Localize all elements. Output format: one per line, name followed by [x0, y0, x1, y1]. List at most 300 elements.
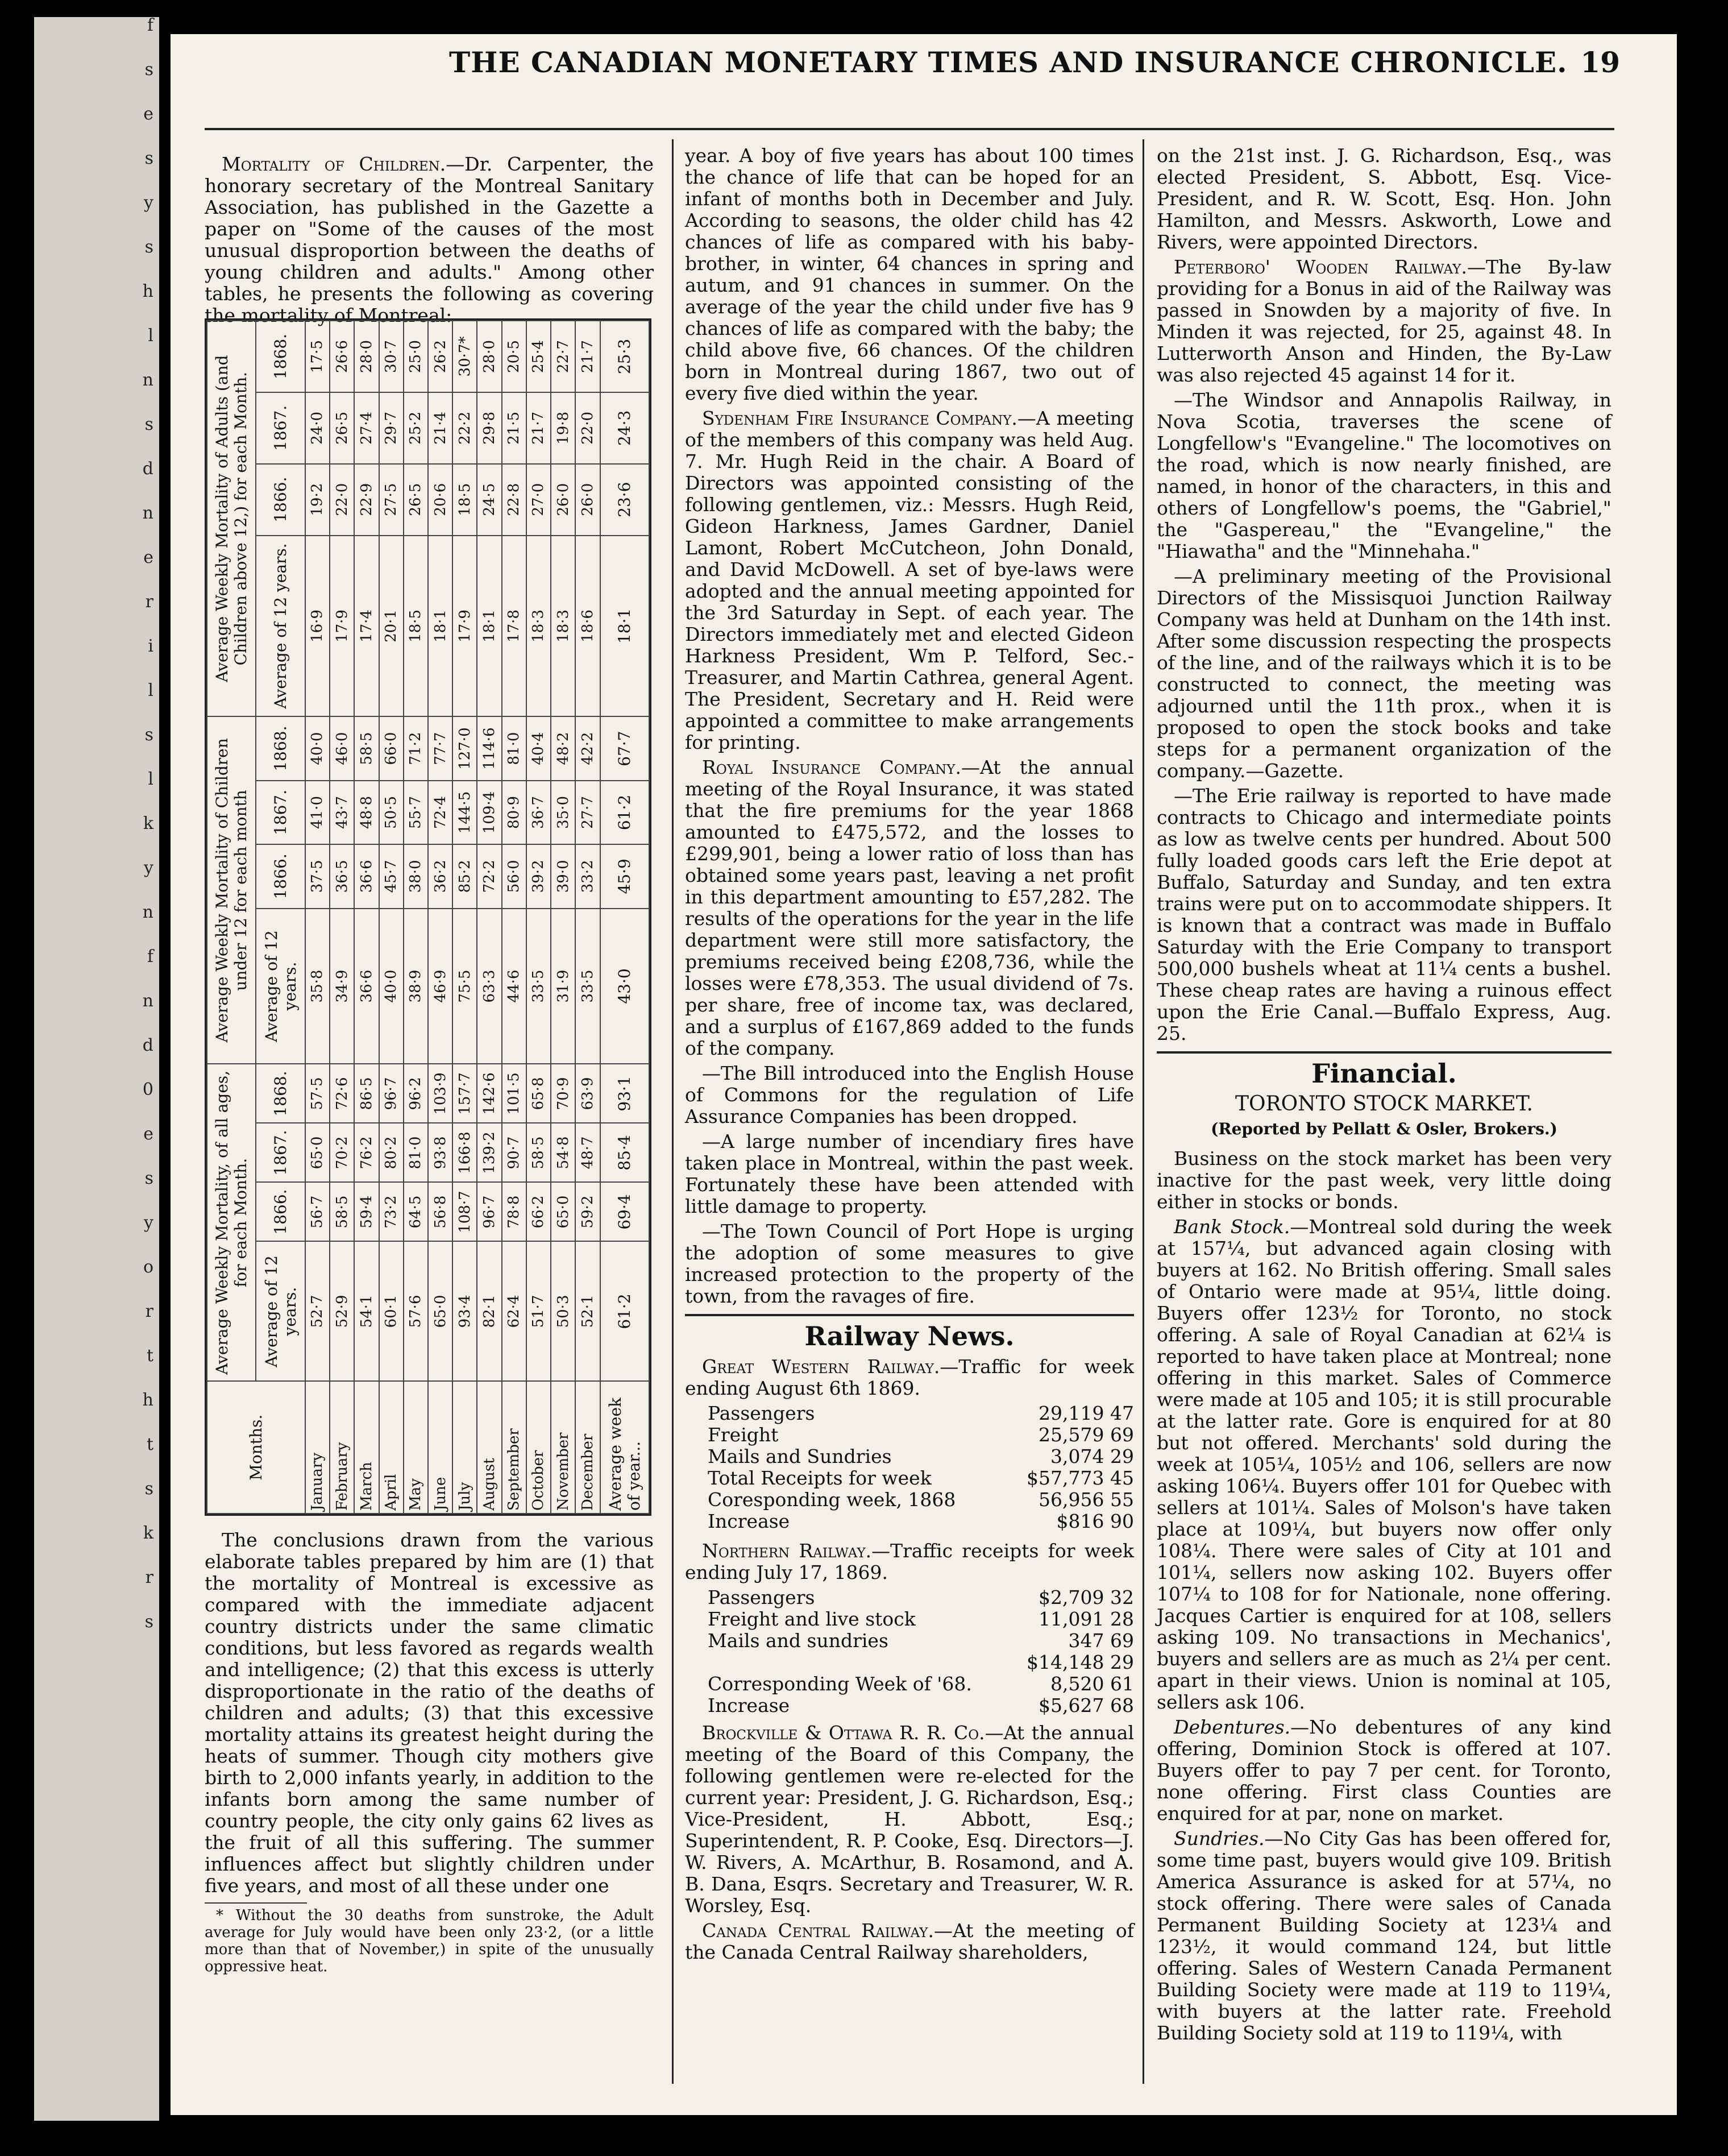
table-cell: 26·5	[330, 392, 354, 464]
table-cell: 20·1	[379, 536, 404, 717]
margin-fragment: 0	[142, 1080, 153, 1100]
traffic-label: Total Receipts for week	[708, 1467, 932, 1489]
column-rule-1	[672, 139, 674, 2084]
table-cell: 52·1	[575, 1242, 600, 1382]
table-cell: 17·9	[330, 536, 354, 717]
table-cell: 26·6	[330, 321, 354, 392]
margin-fragment: f	[147, 947, 153, 967]
table-cell: 27·4	[354, 392, 379, 464]
month-label: June	[428, 1381, 452, 1514]
margin-fragment: s	[144, 414, 153, 434]
margin-fragment: h	[142, 281, 153, 301]
table-cell: 65·0	[428, 1242, 452, 1382]
year-header: 1867.	[256, 781, 305, 844]
sydenham-item	[685, 408, 1134, 753]
table-cell: 24·0	[305, 392, 330, 464]
table-cell: 36·5	[330, 844, 354, 908]
avg-header: Average of 12 years.	[256, 1242, 305, 1382]
table-cell: 72·2	[477, 844, 501, 908]
table-cell: 38·9	[404, 909, 428, 1064]
sydenham-text: —A meeting of the members of this company was held Aug. 7. Mr. Hugh Reid in the chair. A Board of Directors was appointed consisting of the following gentlemen, viz.: Messrs. Hugh Reid, Gideon Harkness, James Gardner, Daniel Lamont, Robert McCutcheon, John Donald, and David McDowell. A set of bye-laws were adopted and the annual meeting appointed for the 3rd Saturday in Sept. of each year. The Directors immediately met and elected Gideon Harkness President, Wm P. Telford, Sec.-Treasurer, and Martin Cathrea, general Agent. The President, Secretary and H. Reid were appointed a committee to make arrangements for printing.	[685, 407, 1134, 753]
year-header: 1866.	[256, 464, 305, 536]
sundries-item	[1157, 1828, 1611, 2044]
peterboro-heading: Peterboro' Wooden Railway.	[1174, 256, 1467, 278]
table-cell: 39·2	[526, 844, 551, 908]
table-cell: 19·8	[551, 392, 575, 464]
sydenham-heading: Sydenham Fire Insurance Company.	[702, 407, 1017, 429]
avg-header: Average of 12 years.	[256, 536, 305, 717]
table-cell: 50·3	[551, 1242, 575, 1382]
table-cell: 24·5	[477, 464, 501, 536]
table-cell: 18·3	[526, 536, 551, 717]
traffic-row	[685, 1403, 1134, 1424]
table-row	[354, 321, 379, 1514]
table-cell: 56·0	[502, 844, 526, 908]
table-cell: 30·7	[379, 321, 404, 392]
table-cell: 58·5	[330, 1182, 354, 1241]
cc-continuation: on the 21st inst. J. G. Richardson, Esq., was elected President, S. Abbott, Esq. Vice-President, and R. W. Scott, Esq. Hon. John Hamilton, and Messrs. Askworth, Lowe and Rivers, were appointed Directors.	[1157, 144, 1611, 253]
mortality-table	[205, 318, 651, 1516]
traffic-label: Mails and Sundries	[708, 1445, 892, 1467]
table-cell: 78·8	[502, 1182, 526, 1241]
margin-fragment: r	[145, 1301, 153, 1321]
table-cell: 93·4	[452, 1242, 477, 1382]
traffic-label: Passengers	[708, 1402, 815, 1424]
table-cell: 63·9	[575, 1064, 600, 1123]
margin-fragment: d	[142, 459, 153, 479]
nr-item	[685, 1540, 1134, 1583]
table-cell: 22·0	[575, 392, 600, 464]
left-margin-strip	[34, 17, 159, 2121]
traffic-row	[685, 1673, 1134, 1695]
table-cell: 16·9	[305, 536, 330, 717]
margin-fragment: s	[144, 148, 153, 168]
table-cell: 25·0	[404, 321, 428, 392]
table-cell: 29·7	[379, 392, 404, 464]
table-cell: 109·4	[477, 781, 501, 844]
table-cell: 157·7	[452, 1064, 477, 1123]
table-cell: 36·6	[354, 844, 379, 908]
group-header: Average Weekly Mortality of Adults (and Children above 12,) for each Month.	[207, 321, 256, 716]
royal-item	[685, 757, 1134, 1059]
traffic-amount: 25,579 69	[1039, 1424, 1134, 1446]
bank-stock-text: —Montreal sold during the week at 157¼, but advanced again closing with buyers at 162. No British offering. Small sales of Ontario were made at 95¼, little doing. Buyers offer 123½ for Toronto, no stock offering. A sale of Royal Canadian at 62¼ is reported to have taken place at Montreal; none offering in this market. Sales of Commerce were made at 105 and 105; it is still procurable at the latter rate. Gore is enquired for at 80 but not offered. Merchants' sold during the week at 105¼, 105½ and 106, sellers are now asking 106¼. Buyers offer 101 for Quebec with sellers at 101¼. Sales of Molson's have taken place at 109¼, but buyers now offer only 108¼. There were sales of City at 101 and 101¼, sellers now asking 102. Buyers offer 107¼ to 108 for for Nationale, none offering. Jacques Cartier is enquired for at 108, sellers asking 109. No transactions in Mechanics', buyers and sellers are as much as 2¼ per cent. apart in their views. Union is nominal at 105, sellers ask 106.	[1157, 1216, 1612, 1713]
financial-title: Financial.	[1311, 1058, 1457, 1089]
table-cell: 18·3	[551, 536, 575, 717]
table-cell: 80·2	[379, 1123, 404, 1182]
debentures-heading: Debentures.	[1174, 1716, 1291, 1738]
table-cell: 67·7	[600, 716, 650, 780]
traffic-row	[685, 1652, 1134, 1673]
margin-fragment: l	[148, 681, 153, 700]
traffic-label	[685, 1652, 708, 1673]
table-cell: 21·7	[526, 392, 551, 464]
column-rule-2	[1143, 139, 1144, 2084]
table-cell: 46·0	[330, 716, 354, 780]
table-cell: 93·1	[600, 1064, 650, 1123]
table-cell: 25·3	[600, 321, 650, 392]
margin-fragment: l	[148, 326, 153, 346]
table-cell: 28·0	[354, 321, 379, 392]
table-cell: 93·8	[428, 1123, 452, 1182]
month-label: July	[452, 1381, 477, 1514]
table-cell: 96·7	[477, 1182, 501, 1241]
margin-fragment: r	[145, 1568, 153, 1587]
table-cell: 17·9	[452, 536, 477, 717]
table-cell: 90·7	[502, 1123, 526, 1182]
table-cell: 35·0	[551, 781, 575, 844]
table-cell: 26·0	[575, 464, 600, 536]
margin-fragment: s	[144, 1168, 153, 1188]
column-1-bottom	[205, 1529, 654, 1979]
table-cell: 72·6	[330, 1064, 354, 1123]
table-cell: 114·6	[477, 716, 501, 780]
traffic-label: Corresponding Week of '68.	[708, 1673, 972, 1695]
margin-fragment: e	[143, 104, 153, 124]
traffic-label: Mails and sundries	[708, 1630, 888, 1652]
month-label: February	[330, 1381, 354, 1514]
traffic-label: Coresponding week, 1868	[708, 1489, 956, 1511]
table-cell: 26·0	[551, 464, 575, 536]
gw-intro: —Traffic for week ending August 6th 1869.	[685, 1355, 1134, 1399]
traffic-amount: 3,074 29	[1050, 1445, 1134, 1467]
margin-fragment: s	[144, 725, 153, 745]
table-cell: 28·0	[477, 321, 501, 392]
nr-intro: —Traffic receipts for week ending July 17, 1869.	[685, 1540, 1134, 1583]
table-cell: 85·2	[452, 844, 477, 908]
traffic-amount: 56,956 55	[1039, 1489, 1134, 1511]
traffic-label: Freight	[708, 1424, 779, 1446]
table-cell: 17·8	[502, 536, 526, 717]
table-cell: 50·5	[379, 781, 404, 844]
table-cell: 36·2	[428, 844, 452, 908]
table-cell: 41·0	[305, 781, 330, 844]
table-cell: 51·7	[526, 1242, 551, 1382]
header-rule	[205, 128, 1614, 130]
table-cell: 52·7	[305, 1242, 330, 1382]
table-cell: 82·1	[477, 1242, 501, 1382]
table-row	[452, 321, 477, 1514]
table-cell: 69·4	[600, 1182, 650, 1241]
month-label: November	[551, 1381, 575, 1514]
table-cell: 20·5	[502, 321, 526, 392]
traffic-row	[685, 1424, 1134, 1446]
margin-fragment: y	[144, 858, 153, 878]
table-cell: 55·7	[404, 781, 428, 844]
margin-fragment: h	[142, 1390, 153, 1410]
margin-fragment: e	[143, 548, 153, 567]
traffic-amount: $57,773 45	[1027, 1467, 1134, 1489]
year-header: 1868.	[256, 321, 305, 392]
table-row	[428, 321, 452, 1514]
table-cell: 33·2	[575, 844, 600, 908]
table-cell: 19·2	[305, 464, 330, 536]
reported-by: (Reported by Pellatt & Osler, Brokers.)	[1211, 1120, 1557, 1138]
table-cell: 72·4	[428, 781, 452, 844]
traffic-amount: 347 69	[1068, 1630, 1134, 1652]
column-3	[1157, 145, 1611, 2047]
table-row	[502, 321, 526, 1514]
table-cell: 18·1	[477, 536, 501, 717]
sundries-text: —No City Gas has been offered for, some time past, buyers would give 109. British America Assurance is asked for at 57¼, no stock offering. There were sales of Canada Permanent Building Society at 123¼ and 123½, it would command 124, but little offering. Sales of Western Canada Permanent Building Society were made at 119 to 119¼, with buyers at the latter rate. Freehold Building Society sold at 119 to 119¼, with	[1157, 1827, 1611, 2044]
peterboro-text: —The By-law providing for a Bonus in aid of the Railway was passed in Snowden by a majority of five. In Minden it was rejected, for 25, against 48. In Lutterworth Anson and Hinden, the By-Law was also rejected 45 against 14 for it.	[1157, 256, 1612, 386]
missisquoi-item: —A preliminary meeting of the Provisional Directors of the Missisquoi Junction Railway Company was held at Dunham on the 14th inst. After some discussion respecting the prospects of the line, and of the railways which it is to be constructed to connect, the meeting was adjourned until the 11th prox., when it is proposed to open the stock books and take steps for a permanent organization of the company.—Gazette.	[1157, 565, 1611, 782]
business-paragraph: Business on the stock market has been very inactive for the past week, very little doing either in stocks or bonds.	[1157, 1147, 1611, 1213]
year-header: 1866.	[256, 1182, 305, 1241]
table-cell: 34·9	[330, 909, 354, 1064]
table-cell: 18·1	[428, 536, 452, 717]
margin-fragment: k	[143, 814, 153, 834]
month-label: August	[477, 1381, 501, 1514]
table-cell: 101·5	[502, 1064, 526, 1123]
table-cell: 22·7	[551, 321, 575, 392]
table-cell: 40·0	[305, 716, 330, 780]
table-cell: 73·2	[379, 1182, 404, 1241]
table-cell: 96·7	[379, 1064, 404, 1123]
table-cell: 18·5	[404, 536, 428, 717]
group-header: Average Weekly Mortality, of all ages, for each Month.	[207, 1064, 256, 1381]
table-cell: 166·8	[452, 1123, 477, 1182]
table-cell: 48·8	[354, 781, 379, 844]
table-cell: 18·5	[452, 464, 477, 536]
mortality-heading: Mortality of Children.	[222, 153, 446, 175]
conclusions-paragraph: The conclusions drawn from the various elaborate tables prepared by him are (1) that the mortality of Montreal is excessive as compared with the immediate adjacent country districts under the same climatic conditions, but less favored as regards wealth and intelligence; (2) that this excess is utterly disproportionate in the ratio of the deaths of children and adults; (3) that this excessive mortality attains its greatest height during the heats of summer. Though city mothers give birth to 2,000 infants yearly, in addition to the infants born among the same number of country people, the city only gains 62 lives as the fruit of all this suffering. The summer influences affect but slightly children under five years, and most of all these under one	[205, 1529, 654, 1897]
bank-stock-item	[1157, 1216, 1611, 1713]
table-cell: 25·2	[404, 392, 428, 464]
brock-text: —At the annual meeting of the Board of this Company, the following gentlemen were re-elected for the current year: President, J. G. Richardson, Esq.; Vice-President, H. Abbott, Esq.; Superintendent, R. P. Cooke, Esq. Directors—J. W. Rivers, A. McArthur, B. Rosamond, and A. B. Dana, Esqrs. Secretary and Treasurer, W. R. Worsley, Esq.	[685, 1722, 1135, 1917]
table-cell: 64·5	[404, 1182, 428, 1241]
table-cell: 27·5	[379, 464, 404, 536]
margin-fragment: o	[143, 1257, 153, 1277]
table-cell: 96·2	[404, 1064, 428, 1123]
months-header: Months.	[207, 1381, 305, 1514]
table-cell: 66·0	[379, 716, 404, 780]
table-cell: 26·2	[428, 321, 452, 392]
table-cell: 43·0	[600, 909, 650, 1064]
brock-item	[685, 1722, 1134, 1917]
table-cell: 65·0	[551, 1182, 575, 1241]
table-cell: 108·7	[452, 1182, 477, 1241]
margin-fragment: n	[142, 991, 153, 1011]
table-row	[600, 321, 650, 1514]
table-cell: 21·4	[428, 392, 452, 464]
table-row	[305, 321, 330, 1514]
margin-fragment: s	[144, 60, 153, 80]
table-cell: 46·9	[428, 909, 452, 1064]
table-cell: 71·2	[404, 716, 428, 780]
table-cell: 23·6	[600, 464, 650, 536]
table-cell: 26·5	[404, 464, 428, 536]
table-row	[330, 321, 354, 1514]
table-cell: 48·7	[575, 1123, 600, 1182]
table-cell: 27·7	[575, 781, 600, 844]
table-cell: 54·1	[354, 1242, 379, 1382]
column-1	[205, 154, 654, 330]
market-title: TORONTO STOCK MARKET.	[1235, 1092, 1533, 1116]
children-chances: year. A boy of five years has about 100 times the chance of life that can be hoped for an infant of months both in December and July. According to seasons, the older child has 42 chances of life as compared with his baby-brother, in winter, 64 chances in spring and autum, and 91 chances in summer. On the average of the year the child under five has 9 chances of life as compared with the baby; the child above five, 66 chances. Of the children born in Montreal during 1867, two out of every five died within the year.	[685, 144, 1134, 404]
table-cell: 21·7	[575, 321, 600, 392]
margin-fragment: r	[145, 592, 153, 612]
debentures-text: —No debentures of any kind offering, Dominion Stock is offered at 107. Buyers offer to pay 7 per cent. for Toronto, none offering. First class Counties are enquired for at par, none on market.	[1157, 1716, 1611, 1825]
mortality-intro	[205, 154, 654, 326]
table-cell: 24·3	[600, 392, 650, 464]
margin-fragment: k	[143, 1523, 153, 1543]
table-cell: 45·7	[379, 844, 404, 908]
year-header: 1867.	[256, 1123, 305, 1182]
traffic-amount: 11,091 28	[1039, 1608, 1134, 1630]
table-cell: 86·5	[354, 1064, 379, 1123]
avg-week-label: Average week of year...	[600, 1381, 650, 1514]
fires-item: —A large number of incendiary fires have taken place in Montreal, within the past week. Fortunately these have been attended with little damage to property.	[685, 1130, 1134, 1217]
month-label: September	[502, 1381, 526, 1514]
traffic-row	[685, 1587, 1134, 1608]
traffic-row	[685, 1608, 1134, 1630]
table-cell: 43·7	[330, 781, 354, 844]
traffic-label: Passengers	[708, 1586, 815, 1608]
table-cell: 127·0	[452, 716, 477, 780]
table-cell: 30·7*	[452, 321, 477, 392]
cc-item	[685, 1920, 1134, 1963]
margin-fragment: i	[148, 636, 153, 656]
nr-traffic-table	[685, 1587, 1134, 1716]
table-row	[526, 321, 551, 1514]
table-cell: 35·8	[305, 909, 330, 1064]
table-row	[551, 321, 575, 1514]
debentures-item	[1157, 1716, 1611, 1825]
year-header: 1868.	[256, 716, 305, 780]
month-label: April	[379, 1381, 404, 1514]
table-cell: 75·5	[452, 909, 477, 1064]
table-cell: 17·5	[305, 321, 330, 392]
table-cell: 61·2	[600, 1242, 650, 1382]
table-cell: 70·9	[551, 1064, 575, 1123]
traffic-label: Increase	[708, 1510, 790, 1532]
margin-fragment: t	[146, 1346, 153, 1366]
table-cell: 56·8	[428, 1182, 452, 1241]
table-row	[575, 321, 600, 1514]
table-cell: 17·4	[354, 536, 379, 717]
newspaper-title: THE CANADIAN MONETARY TIMES AND INSURANCE CHRONICLE.	[449, 45, 1568, 79]
table-cell: 22·8	[502, 464, 526, 536]
cc-text: —At the meeting of the Canada Central Railway shareholders,	[685, 1919, 1134, 1963]
table-cell: 63·3	[477, 909, 501, 1064]
bill-item: —The Bill introduced into the English House of Commons for the regulation of Life Assurance Companies has been dropped.	[685, 1062, 1134, 1127]
royal-heading: Royal Insurance Company.	[702, 756, 961, 778]
table-cell: 54·8	[551, 1123, 575, 1182]
nr-heading: Northern Railway.	[702, 1540, 872, 1562]
table-cell: 18·1	[600, 536, 650, 717]
table-cell: 57·5	[305, 1064, 330, 1123]
cc-heading: Canada Central Railway.	[702, 1919, 934, 1942]
traffic-label: Increase	[708, 1694, 790, 1716]
traffic-amount: $2,709 32	[1039, 1586, 1134, 1608]
table-cell: 27·0	[526, 464, 551, 536]
table-cell: 81·0	[404, 1123, 428, 1182]
margin-fragment: n	[142, 902, 153, 922]
table-cell: 22·9	[354, 464, 379, 536]
traffic-row	[685, 1695, 1134, 1716]
table-cell: 25·4	[526, 321, 551, 392]
table-cell: 59·4	[354, 1182, 379, 1241]
bank-stock-heading: Bank Stock.	[1174, 1216, 1290, 1238]
year-header: 1866.	[256, 844, 305, 908]
table-cell: 65·8	[526, 1064, 551, 1123]
table-cell: 60·1	[379, 1242, 404, 1382]
table-cell: 65·0	[305, 1123, 330, 1182]
table-cell: 22·2	[452, 392, 477, 464]
month-label: October	[526, 1381, 551, 1514]
table-cell: 31·9	[551, 909, 575, 1064]
sundries-heading: Sundries.	[1174, 1827, 1265, 1850]
margin-fragment: n	[142, 370, 153, 390]
margin-fragment: y	[144, 193, 153, 213]
table-cell: 21·5	[502, 392, 526, 464]
margin-fragment: s	[144, 1612, 153, 1632]
table-cell: 20·6	[428, 464, 452, 536]
railway-news-title: Railway News.	[804, 1321, 1015, 1351]
margin-fragment: f	[147, 17, 153, 35]
table-cell: 36·7	[526, 781, 551, 844]
table-cell: 44·6	[502, 909, 526, 1064]
margin-fragment: y	[144, 1213, 153, 1233]
royal-text: —At the annual meeting of the Royal Insurance, it was stated that the fire premiums for the year 1868 amounted to £475,572, and the losses to £299,901, being a lower ratio of loss than has obtained some years past, leaving a net profit in this department amounting to £57,282. The results of the operations for the year in the life department were still more satisfactory, the premiums received being £208,736, while the losses were £78,353. The usual dividend of 7s. per share, free of income tax, was declared, and a surplus of £167,869 added to the funds of the company.	[685, 756, 1134, 1059]
table-cell: 48·2	[551, 716, 575, 780]
traffic-amount: $5,627 68	[1039, 1694, 1134, 1716]
table-cell: 22·0	[330, 464, 354, 536]
gw-heading: Great Western Railway.	[702, 1355, 940, 1378]
table-cell: 62·4	[502, 1242, 526, 1382]
traffic-row	[685, 1489, 1134, 1511]
peterboro-item	[1157, 256, 1611, 386]
table-cell: 37·5	[305, 844, 330, 908]
windsor-item: —The Windsor and Annapolis Railway, in Nova Scotia, traverses the scene of Longfellow's "Evangeline." The locomotives on the road, which is now nearly finished, are named, in honor of the characters, in this and others of Longfellow's poems, the "Gabriel," the "Gaspereau," the "Evangeline," the "Hiawatha" and the "Minnehaha."	[1157, 389, 1611, 562]
table-cell: 139·2	[477, 1123, 501, 1182]
table-cell: 40·4	[526, 716, 551, 780]
table-cell: 58·5	[354, 716, 379, 780]
table-cell: 70·2	[330, 1123, 354, 1182]
table-cell: 57·6	[404, 1242, 428, 1382]
group-header: Average Weekly Mortality of Children under 12 for each month	[207, 716, 256, 1064]
table-cell: 18·6	[575, 536, 600, 717]
margin-fragment: l	[148, 769, 153, 789]
table-cell: 142·6	[477, 1064, 501, 1123]
margin-fragment: t	[146, 1434, 153, 1454]
mortality-footnote: * Without the 30 deaths from sunstroke, the Adult average for July would have been only 23·2, (or a little more than that of November,) in spite of the unusually oppressive heat.	[205, 1907, 654, 1975]
brock-heading: Brockville & Ottawa R. R. Co.	[702, 1722, 985, 1744]
traffic-amount: $14,148 29	[1027, 1651, 1134, 1673]
traffic-amount: 29,119 47	[1039, 1402, 1134, 1424]
table-cell: 59·2	[575, 1182, 600, 1241]
table-cell: 36·6	[354, 909, 379, 1064]
traffic-row	[685, 1446, 1134, 1467]
table-cell: 58·5	[526, 1123, 551, 1182]
margin-fragment: n	[142, 503, 153, 523]
table-cell: 77·7	[428, 716, 452, 780]
traffic-row	[685, 1630, 1134, 1652]
table-cell: 38·0	[404, 844, 428, 908]
month-label: January	[305, 1381, 330, 1514]
margin-fragment: e	[143, 1124, 153, 1144]
table-row	[477, 321, 501, 1514]
table-cell: 42·2	[575, 716, 600, 780]
table-cell: 29·8	[477, 392, 501, 464]
year-header: 1868.	[256, 1064, 305, 1123]
erie-item: —The Erie railway is reported to have made contracts to Chicago and intermediate points as low as twelve cents per hundred. About 500 fully loaded goods cars left the Erie depot at Buffalo, Saturday and Sunday, and ten extra trains were put on to accommodate shippers. It is known that a contract was made in Buffalo Saturday with the Erie Company to transport 500,000 bushels wheat at 11¼ cents a bushel. These cheap rates are having a ruinous effect upon the Erie Canal.—Buffalo Express, Aug. 25.	[1157, 785, 1611, 1044]
table-cell: 33·5	[575, 909, 600, 1064]
table-cell: 76·2	[354, 1123, 379, 1182]
month-label: March	[354, 1381, 379, 1514]
porthope-item: —The Town Council of Port Hope is urging the adoption of some measures to give increased protection to the property of the town, from the ravages of fire.	[685, 1220, 1134, 1307]
